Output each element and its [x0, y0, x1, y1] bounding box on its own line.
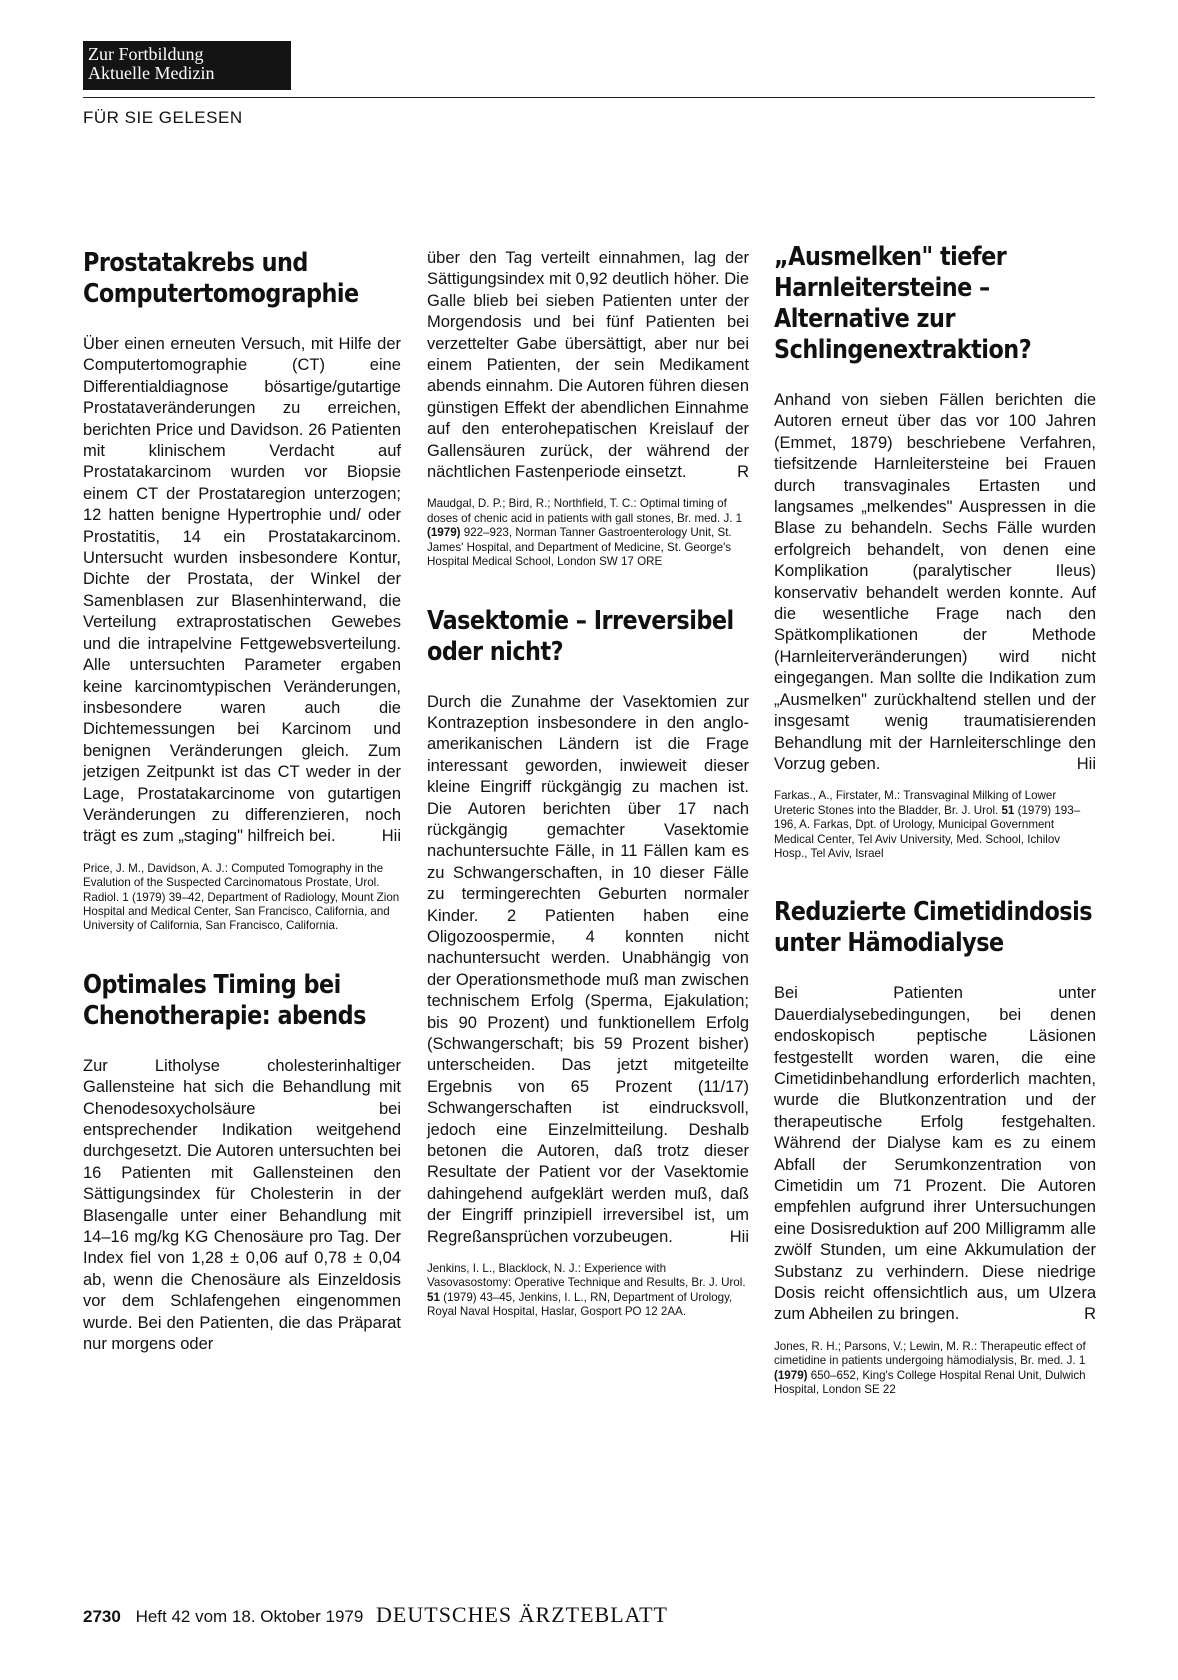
section-label: FÜR SIE GELESEN	[83, 108, 243, 127]
column-1	[83, 248, 401, 1391]
article-title: Prostatakrebs und Computertomographie	[83, 248, 359, 309]
column-2	[427, 248, 749, 1356]
article-reference: Farkas., A., Firstater, M.: Transvaginal Milking of Lower Ureteric Stones into the Bladder, Br. J. Urol. 51 (1979) 193–196, A. Farkas, Dpt. of Urology, Municipal Government Medical Center, Tel Aviv University, Med. School, Ichilov Hosp., Tel Aviv, Israel	[774, 789, 1081, 860]
header-rule	[83, 97, 1095, 98]
article-body: Bei Patienten unter Dauerdialysebedingungen, bei denen endoskopisch peptische Läsionen festgestellt worden waren, die eine Cimetidinbehandlung erforderlich machten, wurde die Blutkonzentration und der therapeutische Erfolg festgehalten. Während der Dialyse kam es zu einem Abfall der Serumkonzentration von Cimetidin um 71 Prozent. Die Autoren empfehlen aufgrund ihrer Untersuchungen eine Dosisreduktion auf 200 Milligramm alle zwölf Stunden, um eine Akkumulation der Substanz zu verhindern. Diese niedrige Dosis reicht offensichtlich aus, um Ulzera zum Abheilen zu bringen. R	[774, 983, 1096, 1326]
author-signature: R	[737, 463, 749, 482]
article-body: Anhand von sieben Fällen berichten die Autoren erneut über das vor 100 Jahren (Emmet, 1879) beschriebene Verfahren, tiefsitzende Harnleitersteine bei Frauen durch transvaginales Ertasten und langsames „melkendes" Auspressen in die Blase zu behandeln. Sechs Fälle wurden erfolgreich behandelt, von denen eine Komplikation (paralytischer Ileus) konservativ behandelt werden konnte. Auf die wesentliche Frage nach den Spätkomplikationen der Methode (Harnleiterveränderungen) wird nicht eingegangen. Man sollte die Indikation zum „Ausmelken" zurückhaltend stellen und der insgesamt wenig traumatisierenden Behandlung mit der Harnleiterschlinge den Vorzug geben. Hii	[774, 390, 1096, 775]
article-chenotherapie-continued	[427, 248, 749, 570]
article-reference: Jones, R. H.; Parsons, V.; Lewin, M. R.: Therapeutic effect of cimetidine in patients undergoing hämodialysis, Br. med. J. 1 (1979) 650–652, King's College Hospital Renal Unit, Dulwich Hospital, London SE 22	[774, 1339, 1086, 1397]
rubric-line-2: Aktuelle Medizin	[88, 63, 215, 83]
author-signature: R	[1084, 1305, 1096, 1324]
author-signature: Hii	[1076, 754, 1096, 773]
column-3	[774, 242, 1096, 1433]
article-body: Über einen erneuten Versuch, mit Hilfe der Computertomographie (CT) eine Differentialdiagnose bösartige/gutartige Prostataveränderungen zu erreichen, berichten Price und Davidson. 26 Patienten mit klinischem Verdacht auf Prostatakarcinom wurden vor Biopsie einem CT der Prostataregion unterzogen; 12 hatten benigne Hypertrophie und/ oder Prostatitis, 14 ein Prostatakarcinom. Untersucht wurden insbesondere Kontur, Dichte der Prostata, der Winkel der Samenblasen zur Blasenhinterwand, die Verteilung extraprostatischen Gewebes und die intrapelvine Fettgewebsverteilung. Alle untersuchten Parameter ergaben keine karcinomtypischen Veränderungen, insbesondere waren auch die Dichtemessungen bei Karcinom und benignen Veränderungen gleich. Zum jetzigen Zeitpunkt ist das CT weder in der Lage, Prostatakarcinome von gutartigen Veränderungen zu differenzieren, noch trägt es zum „staging" hilfreich bei. Hii	[83, 334, 401, 848]
article-title: Reduzierte Cimetidindosis unter Hämodialyse	[774, 897, 1093, 959]
article-body-part-2: über den Tag verteilt einnahmen, lag der Sättigungsindex mit 0,92 deutlich höher. Die Galle blieb bei sieben Patienten unter der Morgendosis und bei fünf Patienten bei verzettelter Gabe übersättigt, aber nur bei einem Patienten, der sein Medikament abends einnahm. Die Autoren führen diesen günstigen Effekt der abendlichen Einnahme auf den enterohepatischen Kreislauf der Gallensäuren zurück, der während der nächtlichen Fastenperiode einsetzt. R	[427, 248, 749, 483]
page-footer	[83, 1602, 668, 1628]
author-signature: Hii	[381, 827, 401, 846]
rubric-line-1: Zur Fortbildung	[88, 44, 204, 64]
article-title: „Ausmelken" tiefer Harnleitersteine – Alternative zur Schlingenextraktion?	[774, 242, 1032, 365]
article-body: Durch die Zunahme der Vasektomien zur Kontrazeption insbesondere in den anglo-amerikanischen Ländern ist die Frage interessant geworden, inwieweit dieser kleine Eingriff rückgängig zu machen ist. Die Autoren berichten über 17 nach rückgängig gemachter Vasektomie nachuntersuchte Fälle, in 11 Fällen kam es zu Schwangerschaften, in 10 dieser Fälle zu termingerechten Geburten normaler Kinder. 2 Patienten haben eine Oligozoospermie, 4 konnten nicht nachuntersucht werden. Unabhängig von der Operationsmethode muß man zwischen technischem Erfolg (Sperma, Ejakulation; bis 90 Prozent) und funktionellem Erfolg (Schwangerschaft; bis 59 Prozent bisher) unterscheiden. Das jetzt mitgeteilte Ergebnis von 65 Prozent (11/17) Schwangerschaften ist eindrucksvoll, jedoch eine Einzelmitteilung. Deshalb betonen die Autoren, daß trotz dieser Resultate der Patient vor der Vasektomie dahingehend aufgeklärt werden muß, daß der Eingriff prinzipiell irreversibel ist, um Regreßansprüchen vorzubeugen. Hii	[427, 692, 749, 1249]
author-signature: Hii	[729, 1227, 749, 1246]
article-reference: Price, J. M., Davidson, A. J.: Computed Tomography in the Evalution of the Suspected Carcinomatous Prostate, Urol. Radiol. 1 (1979) 39–42, Department of Radiology, Mount Zion Hospital and Medical Center, San Francisco, California, and University of California, San Francisco, California.	[83, 861, 400, 933]
article-body-part-1: Zur Litholyse cholesterinhaltiger Gallensteine hat sich die Behandlung mit Chenodesoxycholsäure bei entsprechender Indikation weitgehend durchgesetzt. Die Autoren untersuchten bei 16 Patienten mit Gallensteinen den Sättigungsindex für Cholesterin in der Blasengalle unter einer Behandlung mit 14–16 mg/kg KG Chenosäure pro Tag. Der Index fiel von 1,28 ± 0,06 auf 0,78 ± 0,04 ab, wenn die Chenosäure als Einzeldosis vor dem Schlafengehen eingenommen wurde. Bei den Patienten, die das Präparat nur morgens oder	[83, 1056, 401, 1354]
article-reference: Jenkins, I. L., Blacklock, N. J.: Experience with Vasovasostomy: Operative Technique and Results, Br. J. Urol. 51 (1979) 43–45, Jenkins, I. L., RN, Department of Urology, Royal Naval Hospital, Haslar, Gosport PO 12 2AA.	[427, 1262, 746, 1319]
masthead: DEUTSCHES ÄRZTEBLATT	[376, 1602, 668, 1627]
article-cimetidindosis	[774, 897, 1096, 1397]
article-vasektomie	[427, 606, 749, 1320]
article-title: Vasektomie – Irreversibel oder nicht?	[427, 605, 734, 667]
rubric-box	[83, 41, 291, 90]
article-prostatakrebs	[83, 248, 401, 934]
article-reference: Maudgal, D. P.; Bird, R.; Northfield, T. C.: Optimal timing of doses of chenic acid in patients with gall stones, Br. med. J. 1 (1979) 922–923, Norman Tanner Gastroenterology Unit, St. James' Hospital, and Department of Medicine, St. George's Hospital Medical School, London SW 17 ORE	[427, 497, 743, 569]
article-ausmelken	[774, 242, 1096, 861]
article-chenotherapie	[83, 970, 401, 1356]
issue-info: Heft 42 vom 18. Oktober 1979	[135, 1607, 364, 1626]
article-title: Optimales Timing bei Chenotherapie: abends	[83, 969, 366, 1031]
page-number: 2730	[83, 1607, 121, 1626]
